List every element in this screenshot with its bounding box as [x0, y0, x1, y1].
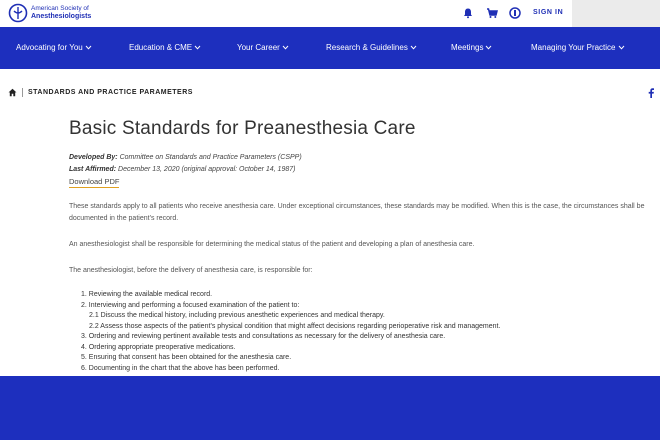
nav-item-meetings[interactable]: [451, 43, 492, 52]
chevron-down-icon: [410, 45, 417, 50]
list-item: 5. Ensuring that consent has been obtained for the anesthesia care.: [81, 354, 292, 361]
nav-item-education[interactable]: [129, 43, 201, 52]
paragraph: These standards apply to all patients who receive anesthesia care. Under exceptional circumstances, these standards may be modified. When this is the case, the circumstances shall be documented in the patient’s record.: [69, 203, 645, 222]
developed-by-label: Developed By:: [69, 154, 118, 161]
chevron-down-icon: [282, 45, 289, 50]
nav-item-label: Managing Your Practice: [531, 43, 616, 52]
footer: [0, 376, 660, 440]
list-item: 6. Documenting in the chart that the above has been performed.: [81, 364, 280, 372]
search-box[interactable]: [572, 0, 660, 27]
top-utility-bar: [0, 0, 660, 27]
nav-item-label: Research & Guidelines: [326, 43, 408, 52]
list-item: 1. Reviewing the available medical record.: [81, 291, 213, 298]
developed-by-value: Committee on Standards and Practice Parameters (CSPP): [119, 154, 302, 161]
asa-logo-icon: [8, 3, 28, 23]
nav-item-career[interactable]: [237, 43, 289, 52]
nav-item-label: Advocating for You: [16, 43, 83, 52]
responsibility-list: [69, 290, 649, 374]
breadcrumb: [8, 88, 193, 97]
sign-in-link[interactable]: SIGN IN: [533, 9, 564, 16]
chevron-down-icon: [85, 45, 92, 50]
page-title: Basic Standards for Preanesthesia Care: [69, 118, 416, 139]
user-icon[interactable]: [509, 7, 521, 19]
list-subitem: 2.2 Assess those aspects of the patient’s physical condition that might affect decisions regarding perioperative risk and management.: [89, 322, 501, 330]
breadcrumb-current[interactable]: STANDARDS AND PRACTICE PARAMETERS: [28, 89, 193, 96]
nav-item-managing-practice[interactable]: [531, 43, 625, 52]
chevron-down-icon: [485, 45, 492, 50]
list-item: 4. Ordering appropriate preoperative medications.: [81, 343, 236, 351]
cart-icon[interactable]: [486, 7, 498, 19]
bell-icon[interactable]: [462, 7, 474, 19]
logo-line2: Anesthesiologists: [31, 13, 92, 20]
article-meta: [69, 152, 649, 189]
asa-logo[interactable]: [8, 3, 91, 23]
paragraph: The anesthesiologist, before the delivery of anesthesia care, is responsible for:: [69, 267, 313, 274]
nav-item-label: Meetings: [451, 43, 484, 52]
chevron-down-icon: [194, 45, 201, 50]
last-affirmed-label: Last Affirmed:: [69, 166, 117, 173]
download-pdf-link[interactable]: Download PDF: [69, 177, 120, 186]
nav-item-label: Education & CME: [129, 43, 193, 52]
facebook-icon[interactable]: [647, 88, 655, 98]
list-item: 2. Interviewing and performing a focused examination of the patient to:: [81, 301, 300, 309]
paragraph: An anesthesiologist shall be responsible for determining the medical status of the patient and developing a plan of anesthesia care.: [69, 241, 475, 248]
list-item: 3. Ordering and reviewing pertinent available tests and consultations as necessary for the delivery of anesthesia care.: [81, 333, 446, 340]
nav-item-label: Your Career: [237, 43, 280, 52]
home-icon[interactable]: [8, 88, 17, 97]
main-nav: [0, 27, 660, 69]
article-content: [69, 118, 649, 374]
chevron-down-icon: [618, 45, 625, 50]
logo-line1: American Society of: [31, 5, 89, 12]
nav-item-advocating[interactable]: [16, 43, 92, 52]
list-subitem: 2.1 Discuss the medical history, including previous anesthetic experiences and medical therapy.: [89, 312, 385, 319]
nav-item-research[interactable]: [326, 43, 417, 52]
breadcrumb-divider: [22, 88, 23, 97]
last-affirmed-value: December 13, 2020 (original approval: October 14, 1987): [118, 166, 296, 173]
